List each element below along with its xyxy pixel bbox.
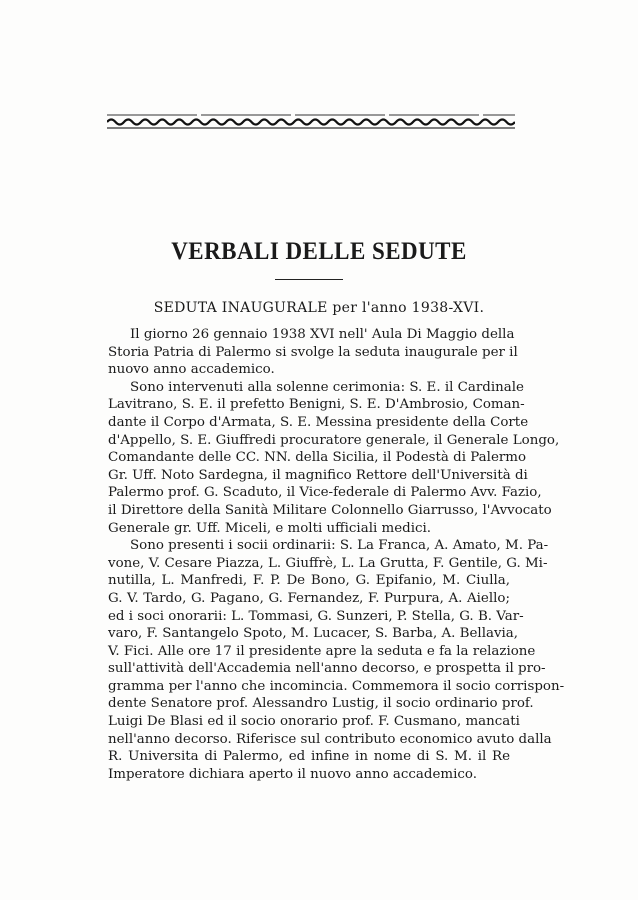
text-line: gramma per l'anno che incomincia. Commemora il socio corrispon- [108,678,565,694]
text-line: Comandante delle CC. NN. della Sicilia, il Podestà di Palermo [108,450,527,466]
text-line: G. V. Tardo, G. Pagano, G. Fernandez, F. Purpura, A. Aiello; [108,590,510,606]
text-line: Storia Patria di Palermo si svolge la seduta inaugurale per il [108,344,518,360]
body-text [108,326,565,783]
text-line: nutilla, L. Manfredi, F. P. De Bono, G. Epifanio, M. Ciulla, [108,573,510,589]
text-line: ed i soci onorarii: L. Tommasi, G. Sunzeri, P. Stella, G. B. Var- [108,608,524,624]
title-divider [275,279,343,280]
text-line: varo, F. Santangelo Spoto, M. Lucacer, S. Barba, A. Bellavia, [108,626,519,642]
text-line: Sono intervenuti alla solenne cerimonia: S. E. il Cardinale [130,379,524,395]
text-line: Lavitrano, S. E. il prefetto Benigni, S. E. D'Ambrosio, Coman- [108,397,525,413]
text-line: d'Appello, S. E. Giuffredi procuratore generale, il Generale Longo, [108,432,560,448]
section-subtitle: SEDUTA INAUGURALE per l'anno 1938-XVI. [153,300,485,316]
text-line: Gr. Uff. Noto Sardegna, il magnifico Rettore dell'Università di [108,467,528,483]
text-line: Generale gr. Uff. Miceli, e molti ufficiali medici. [108,520,432,536]
text-line: nell'anno decorso. Riferisce sul contributo economico avuto dalla [108,731,552,747]
text-line: dente Senatore prof. Alessandro Lustig, il socio ordinario prof. [108,696,534,712]
text-line: Palermo prof. G. Scaduto, il Vice-federale di Palermo Avv. Fazio, [108,485,542,501]
text-line: vone, V. Cesare Piazza, L. Giuffrè, L. La Grutta, F. Gentile, G. Mi- [108,555,548,571]
text-line: Sono presenti i socii ordinarii: S. La Franca, A. Amato, M. Pa- [130,538,549,554]
wavy-ornament-rule [107,113,515,131]
text-line: dante il Corpo d'Armata, S. E. Messina presidente della Corte [108,414,529,430]
text-line: sull'attività dell'Accademia nell'anno decorso, e prospetta il pro- [108,661,546,677]
text-line: Il giorno 26 gennaio 1938 XVI nell' Aula Di Maggio della [130,327,515,342]
text-line: Luigi De Blasi ed il socio onorario prof. F. Cusmano, mancati [108,714,520,730]
text-line: il Direttore della Sanità Militare Colonnello Giarrusso, l'Avvocato [108,502,552,518]
text-line: V. Fici. Alle ore 17 il presidente apre la seduta e fa la relazione [108,643,536,659]
text-line: R. Universita di Palermo, ed infine in nome di S. M. il Re [108,749,510,765]
page-title: VERBALI DELLE SEDUTE [171,238,467,265]
text-line: Imperatore dichiara aperto il nuovo anno accademico. [108,766,477,782]
text-line: nuovo anno accademico. [108,362,275,378]
